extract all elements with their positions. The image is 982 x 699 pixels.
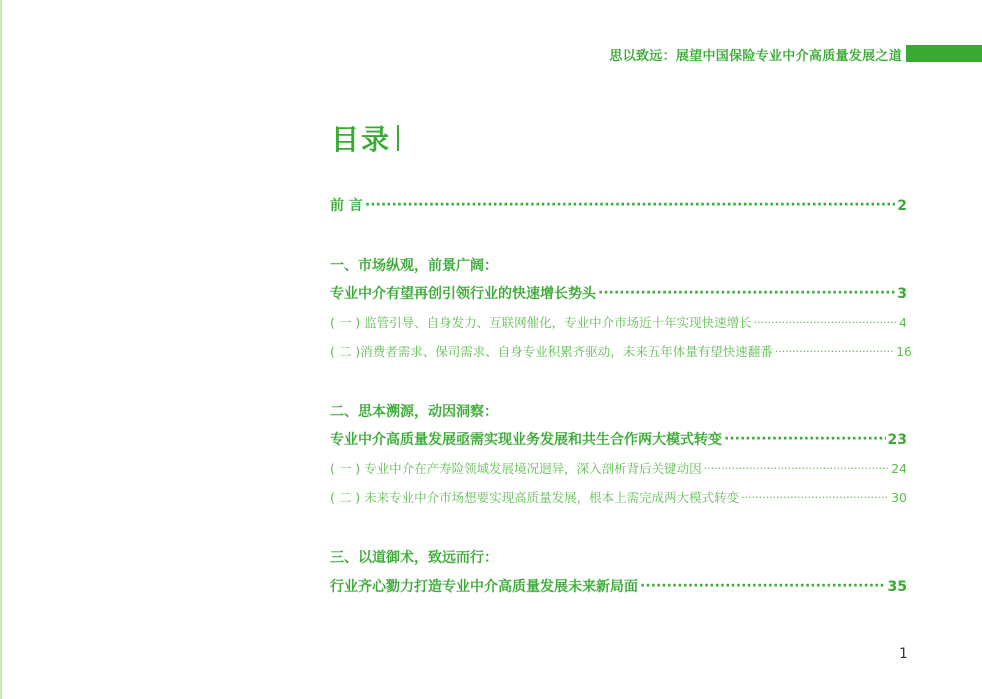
toc-entry-page: 4 (899, 315, 907, 330)
toc-entry-main-2[interactable] (330, 429, 907, 449)
toc-entry-label: 专业中介高质量发展亟需实现业务发展和共生合作两大模式转变 (330, 432, 722, 448)
running-header: 思以致远：展望中国保险专业中介高质量发展之道 (609, 49, 902, 64)
toc-section-heading-1: 一、市场纵观，前景广阔： (330, 258, 498, 274)
toc-leader-dots (704, 460, 889, 475)
toc-leader-dots (741, 489, 889, 504)
toc-entry-main-3[interactable] (330, 576, 907, 596)
toc-entry-label: ( 一 ) 监管引导、自身发力、互联网催化，专业中介市场近十年实现快速增长 (330, 315, 752, 330)
page-left-rule (0, 0, 2, 699)
page-number: 1 (899, 646, 908, 662)
toc-entry-sub-2-1[interactable] (330, 459, 907, 477)
toc-entry-page: 24 (891, 461, 907, 476)
toc-leader-dots (598, 285, 895, 301)
toc-entry-sub-1-1[interactable] (330, 313, 907, 331)
toc-entry-page: 30 (891, 490, 907, 505)
header-accent-bar (906, 45, 982, 62)
toc-leader-dots (724, 431, 886, 447)
toc-title: 目录 (331, 123, 392, 156)
toc-leader-dots (775, 343, 894, 358)
toc-entry-label: ( 二 )消费者需求、保司需求、自身专业积累齐驱动，未来五年体量有望快速翻番 (330, 344, 773, 359)
toc-entry-label: 专业中介有望再创引领行业的快速增长势头 (330, 286, 596, 302)
toc-entry-preface[interactable] (330, 195, 907, 215)
toc-entry-label: ( 一 ) 专业中介在产寿险领域发展境况迥异，深入剖析背后关键动因 (330, 461, 702, 476)
toc-entry-main-1[interactable] (330, 283, 907, 303)
toc-entry-page: 2 (897, 198, 907, 214)
toc-leader-dots (640, 578, 886, 594)
toc-entry-sub-2-2[interactable] (330, 488, 907, 506)
toc-entry-page: 16 (896, 344, 912, 359)
toc-entry-sub-1-2[interactable] (330, 342, 912, 360)
toc-leader-dots (365, 197, 895, 213)
toc-section-heading-2: 二、思本溯源，动因洞察： (330, 404, 498, 420)
title-accent-mark (397, 125, 399, 151)
toc-entry-page: 35 (887, 579, 907, 595)
toc-entry-page: 23 (887, 432, 907, 448)
toc-entry-page: 3 (897, 286, 907, 302)
toc-leader-dots (754, 314, 897, 329)
toc-entry-label: 前 言 (330, 198, 363, 214)
toc-entry-label: 行业齐心勠力打造专业中介高质量发展未来新局面 (330, 579, 638, 595)
toc-section-heading-3: 三、以道御术，致远而行： (330, 550, 498, 566)
toc-entry-label: ( 二 ) 未来专业中介市场想要实现高质量发展，根本上需完成两大模式转变 (330, 490, 740, 505)
